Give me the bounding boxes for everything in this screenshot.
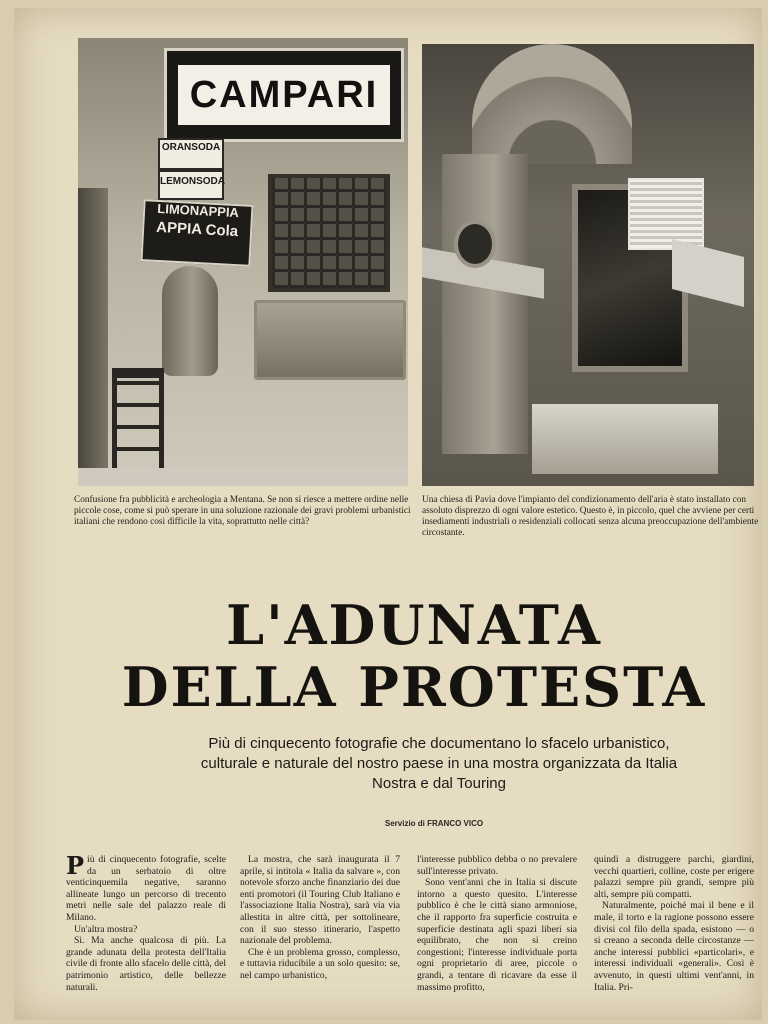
body-paragraph: l'interesse pubblico debba o no prevalere sull'interesse privato. bbox=[417, 854, 577, 877]
photo-door bbox=[78, 188, 108, 478]
wooden-chair bbox=[112, 368, 164, 474]
body-paragraph: Sono vent'anni che in Italia si discute intorno a questo quesito. L'interesse pubblico è che le città siano armoniose, che il rapporto fra superficie costruita e superficie destinata agli spazi liberi sia equilibrato, che non si creino congestioni; l'interesse individuale porta ogni proprietario di aree, piccole o grandi, a tentare di ricavare da esse il massimo profitto, bbox=[417, 877, 577, 993]
headline-line-2: DELLA PROTESTA bbox=[121, 655, 707, 719]
oval-medallion bbox=[454, 220, 496, 268]
campari-sign bbox=[164, 48, 404, 142]
photo-pavia-church bbox=[422, 44, 754, 486]
caption-right: Una chiesa di Pavia dove l'impianto del condizionamento dell'aria è stato installato con assoluto disprezzo di ogni valore estetico. Questo è, in piccolo, quel che avviene per certi insediamenti industriali o residenziali collocati senza alcuna preoccupazione dell'ambiente circostante. bbox=[422, 495, 759, 538]
drop-cap: P bbox=[66, 851, 85, 880]
altar-base bbox=[532, 404, 718, 474]
body-column-1 bbox=[66, 851, 226, 993]
body-paragraph: Naturalmente, poiché mai il bene e il male, il torto e la ragione possono essere divisi col filo della spada, esistono — o si creano a seconda delle circostanze — anche interessi pubblici «particolari», e interessi individuali «generali». Così è avvenuto, in questi ultimi vent'anni, in Italia. Pri- bbox=[594, 900, 754, 993]
magazine-page bbox=[14, 8, 762, 1020]
street-ground bbox=[78, 468, 408, 486]
body-column-2 bbox=[240, 854, 400, 982]
limonappia-sign bbox=[140, 199, 253, 267]
barred-window bbox=[268, 174, 390, 292]
body-paragraph: La mostra, che sarà inaugurata il 7 aprile, si intitola « Italia da salvare », con notevole sforzo anche finanziario dei due enti promotori (il Touring Club Italiano e l'associazione Italia Nostra), sarà via via allestita in altre città, per sottolineare, con il suo stesso itinerario, l'aspetto nazionale del problema. bbox=[240, 854, 400, 947]
article-deck: Più di cinquecento fotografie che documentano lo sfacelo urbanistico, culturale e naturale del nostro paese in una mostra organizzata da Italia Nostra e dal Touring bbox=[200, 735, 678, 792]
photo-mentana-street bbox=[78, 38, 408, 486]
body-paragraph bbox=[66, 851, 226, 924]
body-paragraph: quindi a distruggere parchi, giardini, vecchi quartieri, colline, coste per erigere palazzi sempre più grandi, sempre più alti, sempre più compatti. bbox=[594, 854, 754, 900]
appia-cola-sign-text: APPIA Cola bbox=[155, 219, 239, 241]
roman-statue bbox=[162, 266, 218, 376]
limonappia-sign-text: LIMONAPPIA bbox=[157, 200, 240, 221]
body-paragraph-text: iù di cinquecento fotografie, scelte da un serbatoio di oltre venticinquemila negative, saranno allineate lungo un percorso di trecento metri nelle sale del palazzo reale di Milano. bbox=[66, 854, 226, 923]
lemonsoda-sign: LEMONSODA bbox=[158, 170, 224, 200]
coffered-arch bbox=[472, 44, 632, 164]
campari-sign-text: CAMPARI bbox=[178, 65, 390, 125]
air-conditioner-unit bbox=[628, 178, 704, 250]
body-paragraph: Sì. Ma anche qualcosa di più. La grande adunata della protesta dell'Italia civile di fronte allo sfacelo delle città, del patrimonio artistico, delle bellezze naturali. bbox=[66, 935, 226, 993]
church-pillar bbox=[442, 154, 528, 454]
byline: Servizio di FRANCO VICO bbox=[384, 819, 484, 828]
funerary-relief bbox=[254, 300, 406, 380]
body-column-4 bbox=[594, 854, 754, 993]
headline-line-1: L'ADUNATA bbox=[226, 593, 602, 657]
body-paragraph: Un'altra mostra? bbox=[74, 923, 138, 935]
oransoda-sign: ORANSODA bbox=[158, 138, 224, 170]
caption-left: Confusione fra pubblicità e archeologia a Mentana. Se non si riesce a mettere ordine nelle piccole cose, come si può sperare in una soluzione razionale dei gravi problemi urbanistici italiani che rendono così difficile la vita, soprattutto nelle città? bbox=[74, 495, 411, 527]
body-column-3 bbox=[417, 854, 577, 993]
body-paragraph: Che è un problema grosso, complesso, e tuttavia riducibile a un solo quesito: se, nel campo urbanistico, bbox=[240, 946, 400, 981]
